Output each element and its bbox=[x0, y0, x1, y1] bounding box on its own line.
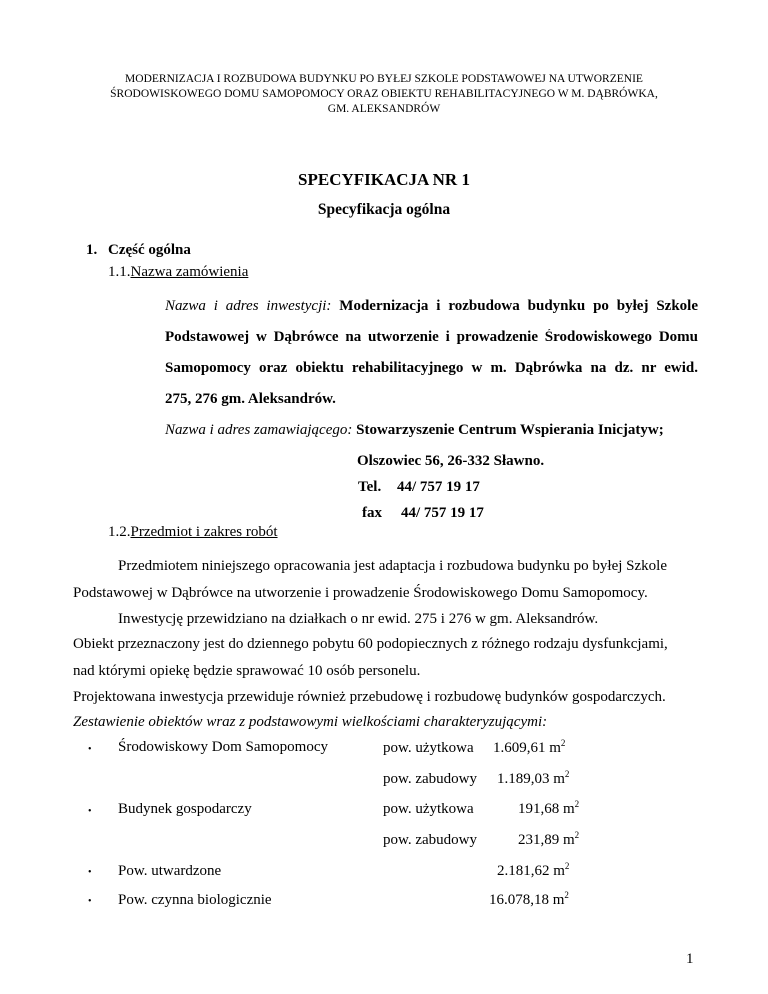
section-1-2-number: 1.2. bbox=[108, 524, 131, 540]
paragraph-1-line-2: Podstawowej w Dąbrówce na utworzenie i prowadzenie Środowiskowego Domu Samopomocy. bbox=[73, 585, 648, 601]
document-title: SPECYFIKACJA NR 1 bbox=[298, 170, 470, 189]
header-line-3: GM. ALEKSANDRÓW bbox=[327, 103, 441, 115]
investment-line-2: Podstawowej w Dąbrówce na utworzenie i prowadzenie Środowiskowego Domu bbox=[165, 329, 698, 345]
investment-line-4: 275, 276 gm. Aleksandrów. bbox=[165, 391, 336, 407]
document-subtitle: Specyfikacja ogólna bbox=[317, 201, 451, 218]
section-1-2-title: Przedmiot i zakres robót bbox=[130, 524, 278, 540]
paragraph-2: Inwestycję przewidziano na działkach o nr ewid. 275 i 276 w gm. Aleksandrów. bbox=[118, 611, 599, 627]
fax-label: fax bbox=[362, 505, 382, 521]
client-address: Olszowiec 56, 26-332 Sławno. bbox=[357, 453, 545, 469]
investment-name-part-1: Modernizacja i rozbudowa budynku po byłej Szkole bbox=[339, 298, 698, 314]
tel-value: 44/ 757 19 17 bbox=[397, 479, 480, 495]
item-1-row-1-value: 1.609,61 $m^2$ bbox=[493, 738, 566, 756]
item-3-value: 2.181,62 $m^2$ bbox=[497, 861, 570, 879]
header-line-2: ŚRODOWISKOWEGO DOMU SAMOPOMOCY ORAZ OBIEKTU REHABILITACYJNEGO W M. DĄBRÓWKA, bbox=[110, 88, 658, 100]
bullet: • bbox=[88, 896, 92, 907]
paragraph-1-line-1: Przedmiotem niniejszego opracowania jest adaptacja i rozbudowa budynku po byłej Szkole bbox=[118, 558, 668, 574]
item-4-value: 16.078,18 $m^2$ bbox=[489, 890, 569, 908]
section-1-number: 1. bbox=[86, 242, 98, 258]
paragraph-3-line-1: Obiekt przeznaczony jest do dziennego pobytu 60 podopiecznych z różnego rodzaju dysfunkcjami, bbox=[73, 636, 668, 652]
investment-line-3: Samopomocy oraz obiektu rehabilitacyjnego w m. Dąbrówka na dz. nr ewid. bbox=[165, 360, 698, 376]
fax-value: 44/ 757 19 17 bbox=[401, 505, 484, 521]
section-1-heading: Część ogólna bbox=[108, 242, 191, 258]
paragraph-3-line-2: nad którymi opiekę będzie sprawować 10 osób personelu. bbox=[73, 663, 421, 679]
item-2-row-2-value: 231,89 $m^2$ bbox=[518, 830, 580, 848]
section-1-2-heading bbox=[108, 524, 278, 541]
item-1-row-2-value: 1.189,03 $m^2$ bbox=[497, 769, 570, 787]
section-1-1-number: 1.1. bbox=[108, 264, 131, 280]
bullet: • bbox=[88, 744, 92, 755]
investment-label: Nazwa i adres inwestycji: bbox=[165, 298, 332, 314]
page-number: 1 bbox=[686, 951, 694, 967]
tel-label: Tel. bbox=[358, 479, 382, 495]
item-3-name: Pow. utwardzone bbox=[118, 863, 222, 879]
item-2-row-2-label: pow. zabudowy bbox=[383, 832, 478, 848]
header-line-1: MODERNIZACJA I ROZBUDOWA BUDYNKU PO BYŁEJ SZKOLE PODSTAWOWEJ NA UTWORZENIE bbox=[125, 73, 643, 85]
bullet: • bbox=[88, 867, 92, 878]
item-1-row-2-label: pow. zabudowy bbox=[383, 771, 478, 787]
document-header bbox=[40, 72, 728, 117]
client-name: Stowarzyszenie Centrum Wspierania Inicjatyw; bbox=[356, 422, 664, 438]
item-2-name: Budynek gospodarczy bbox=[118, 801, 252, 817]
item-1-name: Środowiskowy Dom Samopomocy bbox=[118, 739, 328, 755]
bullet: • bbox=[88, 806, 92, 817]
section-1-1-title: Nazwa zamówienia bbox=[130, 264, 249, 280]
section-1-1-heading bbox=[108, 264, 248, 281]
item-1-row-1-label: pow. użytkowa bbox=[383, 740, 474, 756]
client-label: Nazwa i adres zamawiającego: bbox=[165, 422, 353, 438]
item-2-row-1-label: pow. użytkowa bbox=[383, 801, 474, 817]
item-2-row-1-value: 191,68 $m^2$ bbox=[518, 799, 580, 817]
investment-line-1 bbox=[165, 298, 698, 315]
list-intro: Zestawienie obiektów wraz z podstawowymi wielkościami charakteryzującymi: bbox=[73, 714, 548, 730]
client-line bbox=[165, 422, 664, 439]
paragraph-4: Projektowana inwestycja przewiduje również przebudowę i rozbudowę budynków gospodarczych. bbox=[73, 689, 666, 705]
item-4-name: Pow. czynna biologicznie bbox=[118, 892, 272, 908]
